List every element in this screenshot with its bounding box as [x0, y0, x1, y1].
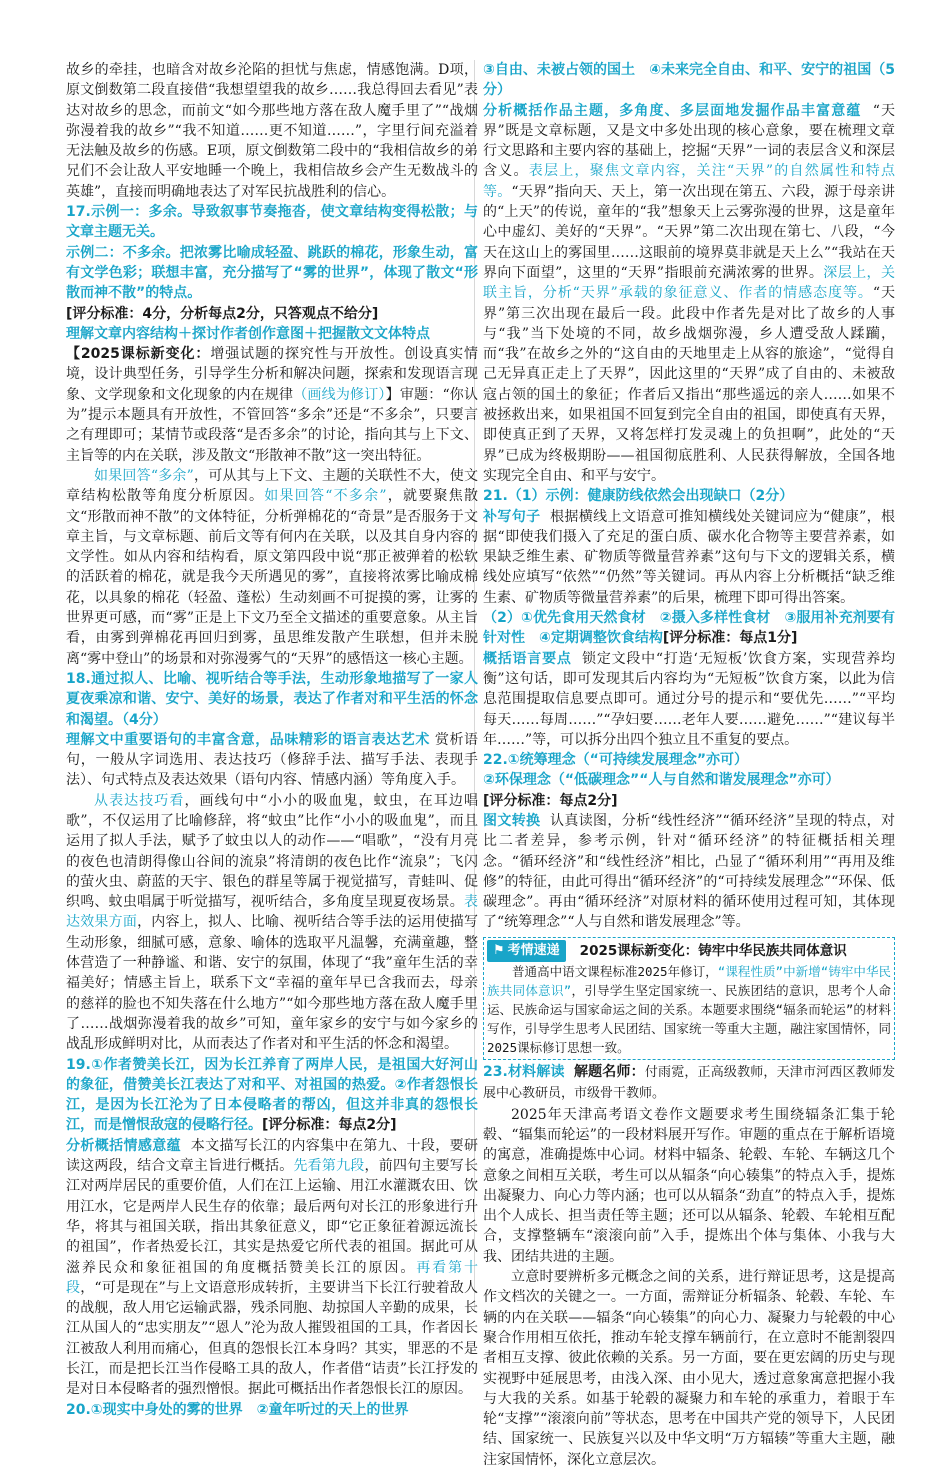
exam-news-tag-label: 考情速递 [507, 942, 560, 958]
q20-answer-part2: ③自由、未被占领的国土 ④未来完全自由、和平、安宁的祖国（5分） [483, 62, 895, 99]
exam-news-box [483, 937, 895, 1060]
q22-answer-part2: ②环保理念（“低碳理念”“人与自然和谐发展理念”亦可） [483, 772, 840, 789]
q17-change-note: （画线为修订） [293, 386, 386, 403]
q22-analysis-text: 认真读图，分析“线性经济”“循环经济”呈现的特点，对比二者差异，参考示例，针对“循环经济”的特征概括相关理念。“循环经济”和“线性经济”相比，凸显了“循环利用”“再用及维修”的特征，由此可得出“循环经济”的“可持续发展理念”“环保、低碳理念”。再由“循环经济”对原材料的循环使用过程可知，其体现了“统筹理念”“人与自然和谐发展理念”等。 [483, 812, 896, 931]
exam-news-body [487, 962, 891, 1057]
q17-answer-example1: 17.示例一：多余。导致叙事节奏拖沓，使文章结构变得松散；与文章主题无关。 [66, 204, 478, 241]
q21-answer-part1: 21.（1）示例：健康防线依然会出现缺口（2分） [483, 488, 794, 505]
q17-analysis-heading: 理解文章内容结构＋探讨作者创作意图＋把握散文文体特点 [66, 325, 430, 342]
q17-answer-example2: 示例二：不多余。把浓雾比喻成轻盈、跳跃的棉花，形象生动，富有文学色彩；联想丰富，充分描写了“雾的世界”，体现了散文“形散而神不散”的特点。 [66, 244, 478, 302]
q20-deep-highlight: 深层上，关联主旨，分析“天界”承载的象征意义、作者的情感态度等。 [483, 264, 895, 302]
q18-effect-text: ，内容上，拟人、比喻、视听结合等手法的运用使描写生动形象，细腻可感，意象、喻体的选取平凡温馨，充满童趣，整体营造了一种静谧、和谐、安宁的氛围，体现了“我”童年生活的幸福美好；情感主旨上，联系下文“幸福的童年早已含我而去，母亲的慈祥的脸也不知失落在什么地方”“如今那些地方落在敌人魔手里了……战烟弥漫着我的故乡”可知，童年家乡的安宁与如今家乡的战乱形成鲜明对比，从而表达了作者对和平生活的怀念和渴望。 [66, 914, 479, 1053]
q20-analysis-heading: 分析概括作品主题，多角度、多层面地发掘作品丰富意蕴 [483, 102, 862, 119]
q19-paragraph10-highlight: 再看第十段 [66, 1259, 479, 1296]
q20-analysis [483, 101, 895, 487]
q19-analysis-c: ，“可是现在”与上文语意形成转折，主要讲当下长江行驶着敌人的战舰，敌人用它运输武器，残杀同胞、劫掠国人辛勤的成果，长江从国人的“忠实朋友”“恩人”沦为敌人摧毁祖国的工具，作者因长江被敌人利用而痛心，但真的怨恨长江本身吗？其实，罪恶的不是长江，而是把长江当作侵略工具的敌人，作者借“诘责”长江抒发的是对日本侵略者的强烈憎恨。据此可概括出作者怨恨长江的原因。 [66, 1279, 478, 1398]
q17-change-label: 【2025课标新变化： [66, 346, 211, 363]
q19-answer-text: 19.①作者赞美长江，因为长江养育了两岸人民，是祖国大好河山的象征，借赞美长江表达了对和平、对祖国的热爱。②作者怨恨长江，是因为长江沦为了日本侵略者的帮凶，但这并非真的怨恨长江，而是憎恨敌寇的侵略行径。 [66, 1056, 478, 1134]
q22-analysis [483, 811, 895, 933]
q18-effect-highlight: 表达效果方面 [66, 894, 478, 931]
q17-change-end: 】审题：“你认为”提示本题具有开放性，不管回答“多余”还是“不多余”，只要言之有理即可；某情节或段落“是否多余”的讨论，指向其与上下文、主旨等的内在关联，涉及散文“形散神不散”这一突出特征。 [66, 386, 479, 464]
q19-analysis-a: 本文描写长江的内容集中在第九、十段，要研读这两段，结合文章主旨进行概括。 [66, 1137, 479, 1175]
q17-analysis-more [66, 466, 478, 669]
paragraph-analysis-options: 故乡的牵挂，也暗含对故乡沦陷的担忧与焦虑，情感饱满。D项，原文倒数第二段直接借“我想望望我的故乡……我总得回去看见”表达对故乡的思念，而前文“如今那些地方落在敌人魔手里了”“战烟弥漫着我的故乡”“我不知道……更不知道……”，字里行间充溢着无法触及故乡的伤感。E项，原文倒数第二段中的“我相信故乡的弟兄们不会让敌人平安地睡一个晚上，我相信故乡会产生无数战斗的英雄”，直接而明确地表达了对军民抗战胜利的信心。 [66, 62, 478, 200]
exam-news-highlight: “课程性质”中新增“铸牢中华民族共同体意识” [487, 964, 892, 999]
q17-change-text: 增强试题的探究性与开放性。创设真实情境，设计典型任务，引导学生分析和解决问题，探索和发现语言现象、文学现象和文化现象的内在规律 [66, 346, 479, 403]
q21-analysis-heading: 补写句子 [483, 508, 541, 525]
q18-technique-highlight: 从表达技巧看 [94, 792, 185, 809]
q20-surface-highlight: 表层上，聚焦文章内容，关注“天界”的自然属性和特点等。 [483, 163, 895, 200]
q19-analysis-heading: 分析概括情感意蕴 [66, 1137, 182, 1154]
q17-score-standard: [评分标准：4分，分析每点2分，只答观点不给分] [66, 305, 379, 322]
q20-answer-part1: 20.①现实中身处的雾的世界 ②童年听过的天上的世界 [66, 1401, 409, 1418]
q22-answer-part1: 22.①统筹理念（“可持续发展理念”亦可） [483, 752, 749, 769]
right-column [483, 60, 895, 1470]
q17-more-text: ，可从其与上下文、主题的关联性不大，使文章结构松散等角度分析原因。 [66, 467, 478, 505]
q23-paragraph2: 立意时要辨析多元概念之间的关系，进行辩证思考，这是提高作文档次的关键之一。一方面，需辩证分析辐条、轮毂、车轮、车辆的内在关联——辐条“向心辏集”的向心力、凝聚力与轮毂的中心聚合作用相互依托，推动车轮支撑车辆前行，在立意时不能割裂四者相互支撑、彼此依赖的关系。另一方面，要在更宏阔的历史与现实视野中延展思考，由浅入深、由小见大，透过意象寓意把握小我与大我的关系。如基于轮毂的凝聚力和车轮的承重力，着眼于车轮“支撑”“滚滚向前”等状态，思考在中国共产党的领导下，人民团结、国家统一、民族复兴以及中华文明“万方辐辏”等重大主题，融注家国情怀，深化立意层次。 [483, 1269, 895, 1468]
q20-analysis-b: “天界”指向天、天上，第一次出现在第五、六段，源于母亲讲的“上天”的传说，童年的“我”想象天上云雾弥漫的世界，这是童年心中虚幻、美好的“天界”。“天界”第二次出现在第七、八段，“今天在这山上的雾国里……这眼前的境界莫非就是天上么”“我站在天界向下面望”，这里的“天界”指眼前充满浓雾的世界。 [483, 183, 895, 281]
q23-heading [483, 1062, 895, 1105]
q21b-score-standard: [评分标准：每点1分] [662, 630, 798, 647]
q21-analysis-text: 根据横线上文语意可推知横线处关键词应为“健康”，根据“即使我们摄入了充足的蛋白质、碳水化合物等主要营养素，如果缺乏维生素、矿物质等微量营养素”这句与下文的逻辑关系，横线处应填写“依然”“仍然”等关键词。再从内容上分析概括“缺乏维生素、矿物质等微量营养素”的后果，梳理下即可得出答案。 [483, 508, 895, 606]
q21b-answer-text: （2）①优先食用天然食材 ②摄入多样性食材 ③服用补充剂要有针对性 ④定期调整饮食结构 [483, 610, 895, 647]
q19-analysis [66, 1136, 478, 1400]
q20-analysis-a: “天界”既是文章标题，又是文中多处出现的核心意象，要在梳理文章行文思路和主要内容的基础上，挖掘“天界”一词的表层含义和深层含义。 [483, 102, 895, 180]
left-column [66, 60, 478, 1420]
q20-analysis-c: “天界”第三次出现在最后一段。此段中作者先是对比了故乡的人事与“我”当下处境的不同，故乡战烟弥漫，乡人遭受敌人蹂躏，而“我”在故乡之外的“这自由的天地里走上从容的旅途”，“觉得自己无异真正走上了天界”，因此这里的“天界”成了自由的、未被敌寇占领的国土的象征；作者后又指出“那些遥远的亲人……如果不被拯救出来，如果祖国不回复到完全自由的祖国，即使真有天界，即使真正到了天界，又将怎样打发灵魂上的负担啊”，此处的“天界”已成为终极期盼——祖国彻底胜利、人民获得解放，全国各地实现完全自由、和平与安宁。 [483, 285, 895, 484]
q18-analysis-heading: 理解文中重要语句的丰富含意，品味精彩的语言表达艺术 [66, 731, 430, 748]
flag-icon: ⚑ [493, 942, 505, 958]
exam-news-title: 2025课标新变化：铸牢中华民族共同体意识 [579, 942, 847, 959]
q17-more-highlight: 如果回答“多余” [94, 467, 194, 484]
q21-answer-part2 [483, 608, 895, 649]
exam-news-body-a: 普通高中语文课程标准2025年修订， [512, 964, 718, 980]
q22-analysis-heading: 图文转换 [483, 812, 541, 829]
q21b-analysis-heading: 概括语言要点 [483, 650, 572, 667]
q19-paragraph9-highlight: 先看第九段 [293, 1158, 365, 1175]
exam-news-tag [487, 940, 566, 962]
q18-analysis [66, 730, 478, 791]
q18-technique-paragraph [66, 791, 478, 1055]
q19-analysis-b: ，前四句主要写长江对两岸居民的重要价值，人们在江上运输、用江水灌溉农田、饮用江水，它是两岸人民生存的依靠；最后两句对长江的形象进行升华，将其与祖国关联，指出其象征意义，即“它正象征着源远流长的祖国”，作者热爱长江，其实是热爱它所代表的祖国。据此可从滋养民众和象征祖国的角度概括赞美长江的原因。 [66, 1158, 479, 1276]
q23-teacher-info: 付雨霓，正高级教师，天津市河西区教师发展中心教研员，市级骨干教师。 [483, 1065, 896, 1102]
q19-answer [66, 1055, 478, 1136]
q21b-analysis-text: 锁定文段中“打造‘无短板’饮食方案，实现营养均衡”这句话，即可发现其后内容均为“无短板”饮食方案，以此为信息范围提取信息要点即可。通过分号的提示和“要优先……”“平均每天……每周……”“孕妇要……老年人要……避免……”“建议每半年……”等，可以拆分出四个独立且不重复的要点。 [483, 650, 895, 748]
q18-analysis-intro: 赏析语句，一般从字词选用、表达技巧（修辞手法、描写手法、表现手法）、句式特点及表达效果（语句内容、情感内涵）等角度入手。 [66, 731, 479, 789]
q17-curriculum-change [66, 344, 478, 466]
q18-answer: 18.通过拟人、比喻、视听结合等手法，生动形象地描写了一家人夏夜乘凉和谐、安宁、美好的场景，表达了作者对和平生活的怀念和渴望。（4分） [66, 670, 478, 728]
q21b-analysis [483, 649, 895, 750]
q23-title: 23.材料解读 [483, 1064, 565, 1081]
exam-news-body-b: ，引导学生坚定国家统一、民族团结的意识，思考个人命运、民族命运与国家命运之间的关系。本题要求围绕“辐条而轮运”的材料写作，引导学生思考人民团结、国家统一等重大主题，融注家国情怀，同2025课标修订思想一致。 [487, 983, 891, 1056]
q21-analysis [483, 507, 895, 608]
q23-paragraph1: 2025年天津高考语文卷作文题要求考生围绕辐条汇集于轮毂、“辐集而轮运”的一段材料展开写作。审题的重点在于解析语境的寓意，准确提炼中心词。材料中辐条、轮毂、车轮、车辆这几个意象之间相互关联，考生可以从辐条“向心辏集”的特点入手，提炼出凝聚力、向心力等内涵；也可以从辐条“劲直”的特点入手，提炼出个人成长、担当责任等主题；还可以从辐条、轮毂、车轮相互配合，支撑整辆车“滚滚向前”入手，提炼出个体与集体、小我与大我、团结共进的主题。 [483, 1106, 895, 1265]
q22-score-standard: [评分标准：每点2分] [483, 792, 618, 809]
q18-technique-text: ，画线句中“小小的吸血鬼，蚊虫，在耳边唱歌”，不仅运用了比喻修辞，将“蚊虫”比作“小小的吸血鬼”，而且运用了拟人手法，赋予了蚊虫以人的动作——“唱歌”，“没有月亮的夜色也清朗得像山谷间的流泉”将清朗的夜色比作“流泉”；飞闪的萤火虫、蔚蓝的天宇、银色的群星等属于视觉描写，青蛙叫、促织鸣、蚊虫唱属于听觉描写，视听结合，多角度呈现夏夜场景。 [66, 792, 479, 911]
q23-teacher-label: 解题名师： [573, 1064, 645, 1081]
q17-notmore-highlight: 如果回答“不多余” [264, 488, 387, 505]
q19-score-standard: [评分标准：每点2分] [262, 1117, 397, 1134]
exam-news-header [487, 940, 891, 962]
q17-notmore-text: ，就要聚焦散文“形散而神不散”的文体特征，分析弹棉花的“奇景”是否服务于文章主旨，与文章标题、前后文等有何内在关联，以及其自身内容的文学性。如从内容和结构看，原文第四段中说“那正被弹着的松软的活跃着的棉花，就是我今天所遇见的雾”，直接将浓雾比喻成棉花，以具象的棉花（轻盈、蓬松）生动刻画不可捉摸的雾，让雾的世界更可感，而“雾”正是上下文乃至全文描述的重要意象。从主旨看，由雾到弹棉花再回归到雾，虽思维发散产生联想，但并未脱离“雾中登山”的场景和对弥漫雾气的“天界”的感悟这一核心主题。 [66, 488, 478, 667]
